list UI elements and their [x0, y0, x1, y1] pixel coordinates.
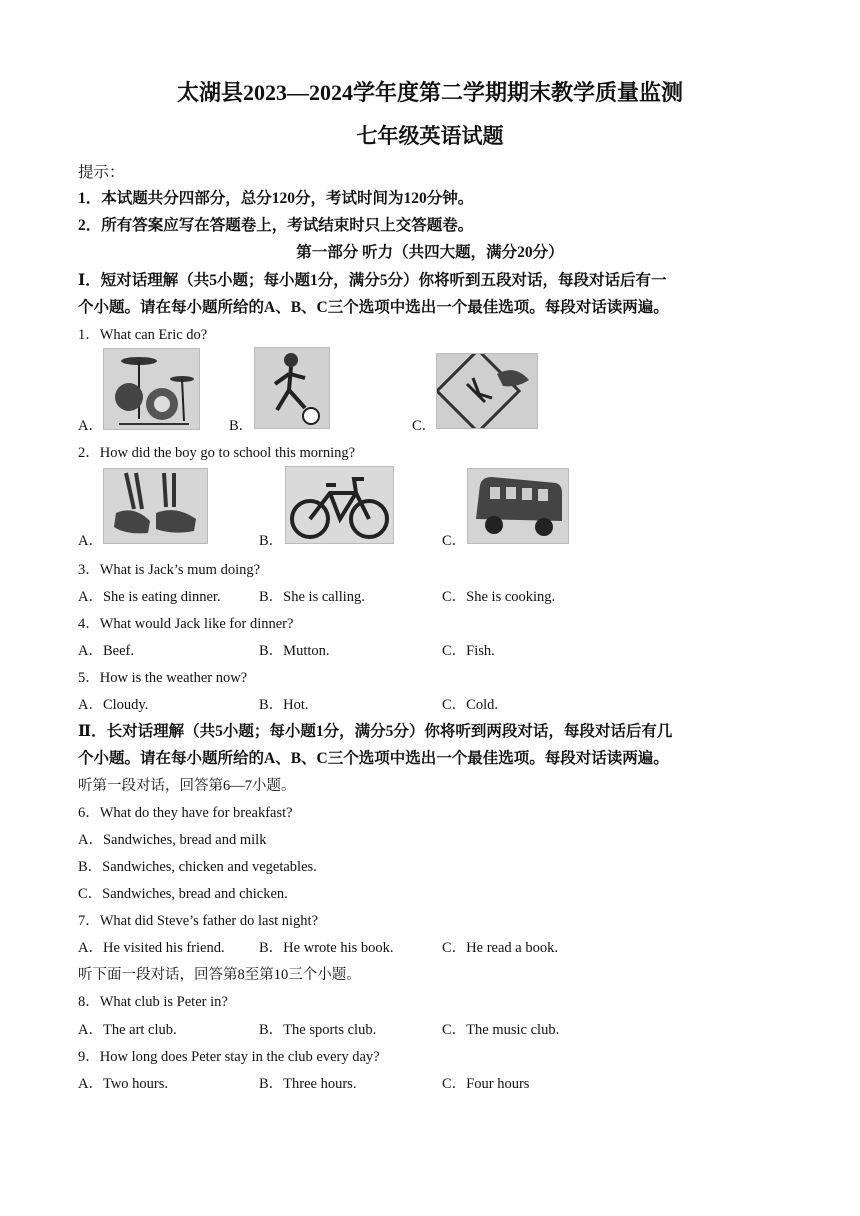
q8-option-b: B．The sports club.	[259, 1022, 377, 1038]
part1-heading: 第一部分 听力（共四大题，满分20分）	[296, 244, 564, 261]
tips-label: 提示：	[78, 164, 125, 181]
q3-option-c: C．She is cooking.	[442, 589, 556, 605]
tip-2: 2．所有答案应写在答题卷上，考试结束时只上交答题卷。	[78, 217, 474, 234]
dialog2-note: 听下面一段对话，回答第8至第10三个小题。	[78, 967, 361, 983]
q2-text: 2．How did the boy go to school this morning?	[78, 445, 356, 461]
q6-option-a: A．Sandwiches, bread and milk	[78, 832, 267, 848]
section2-instruction-line2: 个小题。请在每小题所给的A、B、C三个选项中选出一个最佳选项。每段对话读两遍。	[78, 750, 669, 767]
q5-option-c: C．Cold.	[442, 697, 498, 713]
q9-option-b: B．Three hours.	[259, 1076, 357, 1092]
exam-title: 太湖县2023—2024学年度第二学期期末教学质量监测	[176, 80, 683, 105]
q8-text: 8．What club is Peter in?	[78, 994, 228, 1010]
q1-option-b-label: B．	[229, 418, 254, 434]
q7-text: 7．What did Steve’s father do last night?	[78, 913, 319, 929]
q5-option-a: A．Cloudy.	[78, 697, 149, 713]
q3-option-a: A．She is eating dinner.	[78, 589, 221, 605]
q3-text: 3．What is Jack’s mum doing?	[78, 562, 261, 578]
q5-option-b: B．Hot.	[259, 697, 309, 713]
q4-option-a: A．Beef.	[78, 643, 134, 659]
q9-option-c: C．Four hours	[442, 1076, 530, 1092]
section2-instruction-line1: Ⅱ．长对话理解（共5小题；每小题1分，满分5分）你将听到两段对话，每段对话后有几	[78, 723, 673, 740]
q9-text: 9．How long does Peter stay in the club every day?	[78, 1049, 380, 1065]
q8-option-a: A．The art club.	[78, 1022, 177, 1038]
q4-text: 4．What would Jack like for dinner?	[78, 616, 294, 632]
q6-text: 6．What do they have for breakfast?	[78, 805, 293, 821]
q8-option-c: C．The music club.	[442, 1022, 560, 1038]
q2-option-b-label: B．	[259, 533, 284, 549]
q1-option-a-label: A．	[78, 418, 103, 434]
q1-option-c-label: C．	[412, 418, 437, 434]
drum-set-icon	[103, 348, 200, 430]
bus-icon	[467, 468, 569, 544]
q2-option-a-label: A．	[78, 533, 103, 549]
q6-option-c: C．Sandwiches, bread and chicken.	[78, 886, 288, 902]
tip-1: 1．本试题共分四部分，总分120分，考试时间为120分钟。	[78, 190, 474, 207]
q5-text: 5．How is the weather now?	[78, 670, 248, 686]
section1-instruction-line2: 个小题。请在每小题所给的A、B、C三个选项中选出一个最佳选项。每段对话读两遍。	[78, 299, 669, 316]
soccer-player-icon	[254, 347, 330, 429]
exam-subtitle: 七年级英语试题	[356, 124, 504, 148]
q4-option-b: B．Mutton.	[259, 643, 330, 659]
section1-instruction-line1: Ⅰ．短对话理解（共5小题；每小题1分，满分5分）你将听到五段对话，每段对话后有一	[78, 272, 667, 289]
q7-option-c: C．He read a book.	[442, 940, 558, 956]
q7-option-b: B．He wrote his book.	[259, 940, 394, 956]
q2-option-c-label: C．	[442, 533, 467, 549]
q6-option-b: B．Sandwiches, chicken and vegetables.	[78, 859, 317, 875]
q4-option-c: C．Fish.	[442, 643, 495, 659]
q9-option-a: A．Two hours.	[78, 1076, 169, 1092]
q1-text: 1．What can Eric do?	[78, 327, 208, 343]
walking-shoes-icon	[103, 468, 208, 544]
q7-option-a: A．He visited his friend.	[78, 940, 225, 956]
q3-option-b: B．She is calling.	[259, 589, 365, 605]
dialog1-note: 听第一段对话，回答第6—7小题。	[78, 778, 296, 794]
bicycle-icon	[285, 466, 394, 544]
no-swimming-sign-icon	[436, 353, 538, 429]
